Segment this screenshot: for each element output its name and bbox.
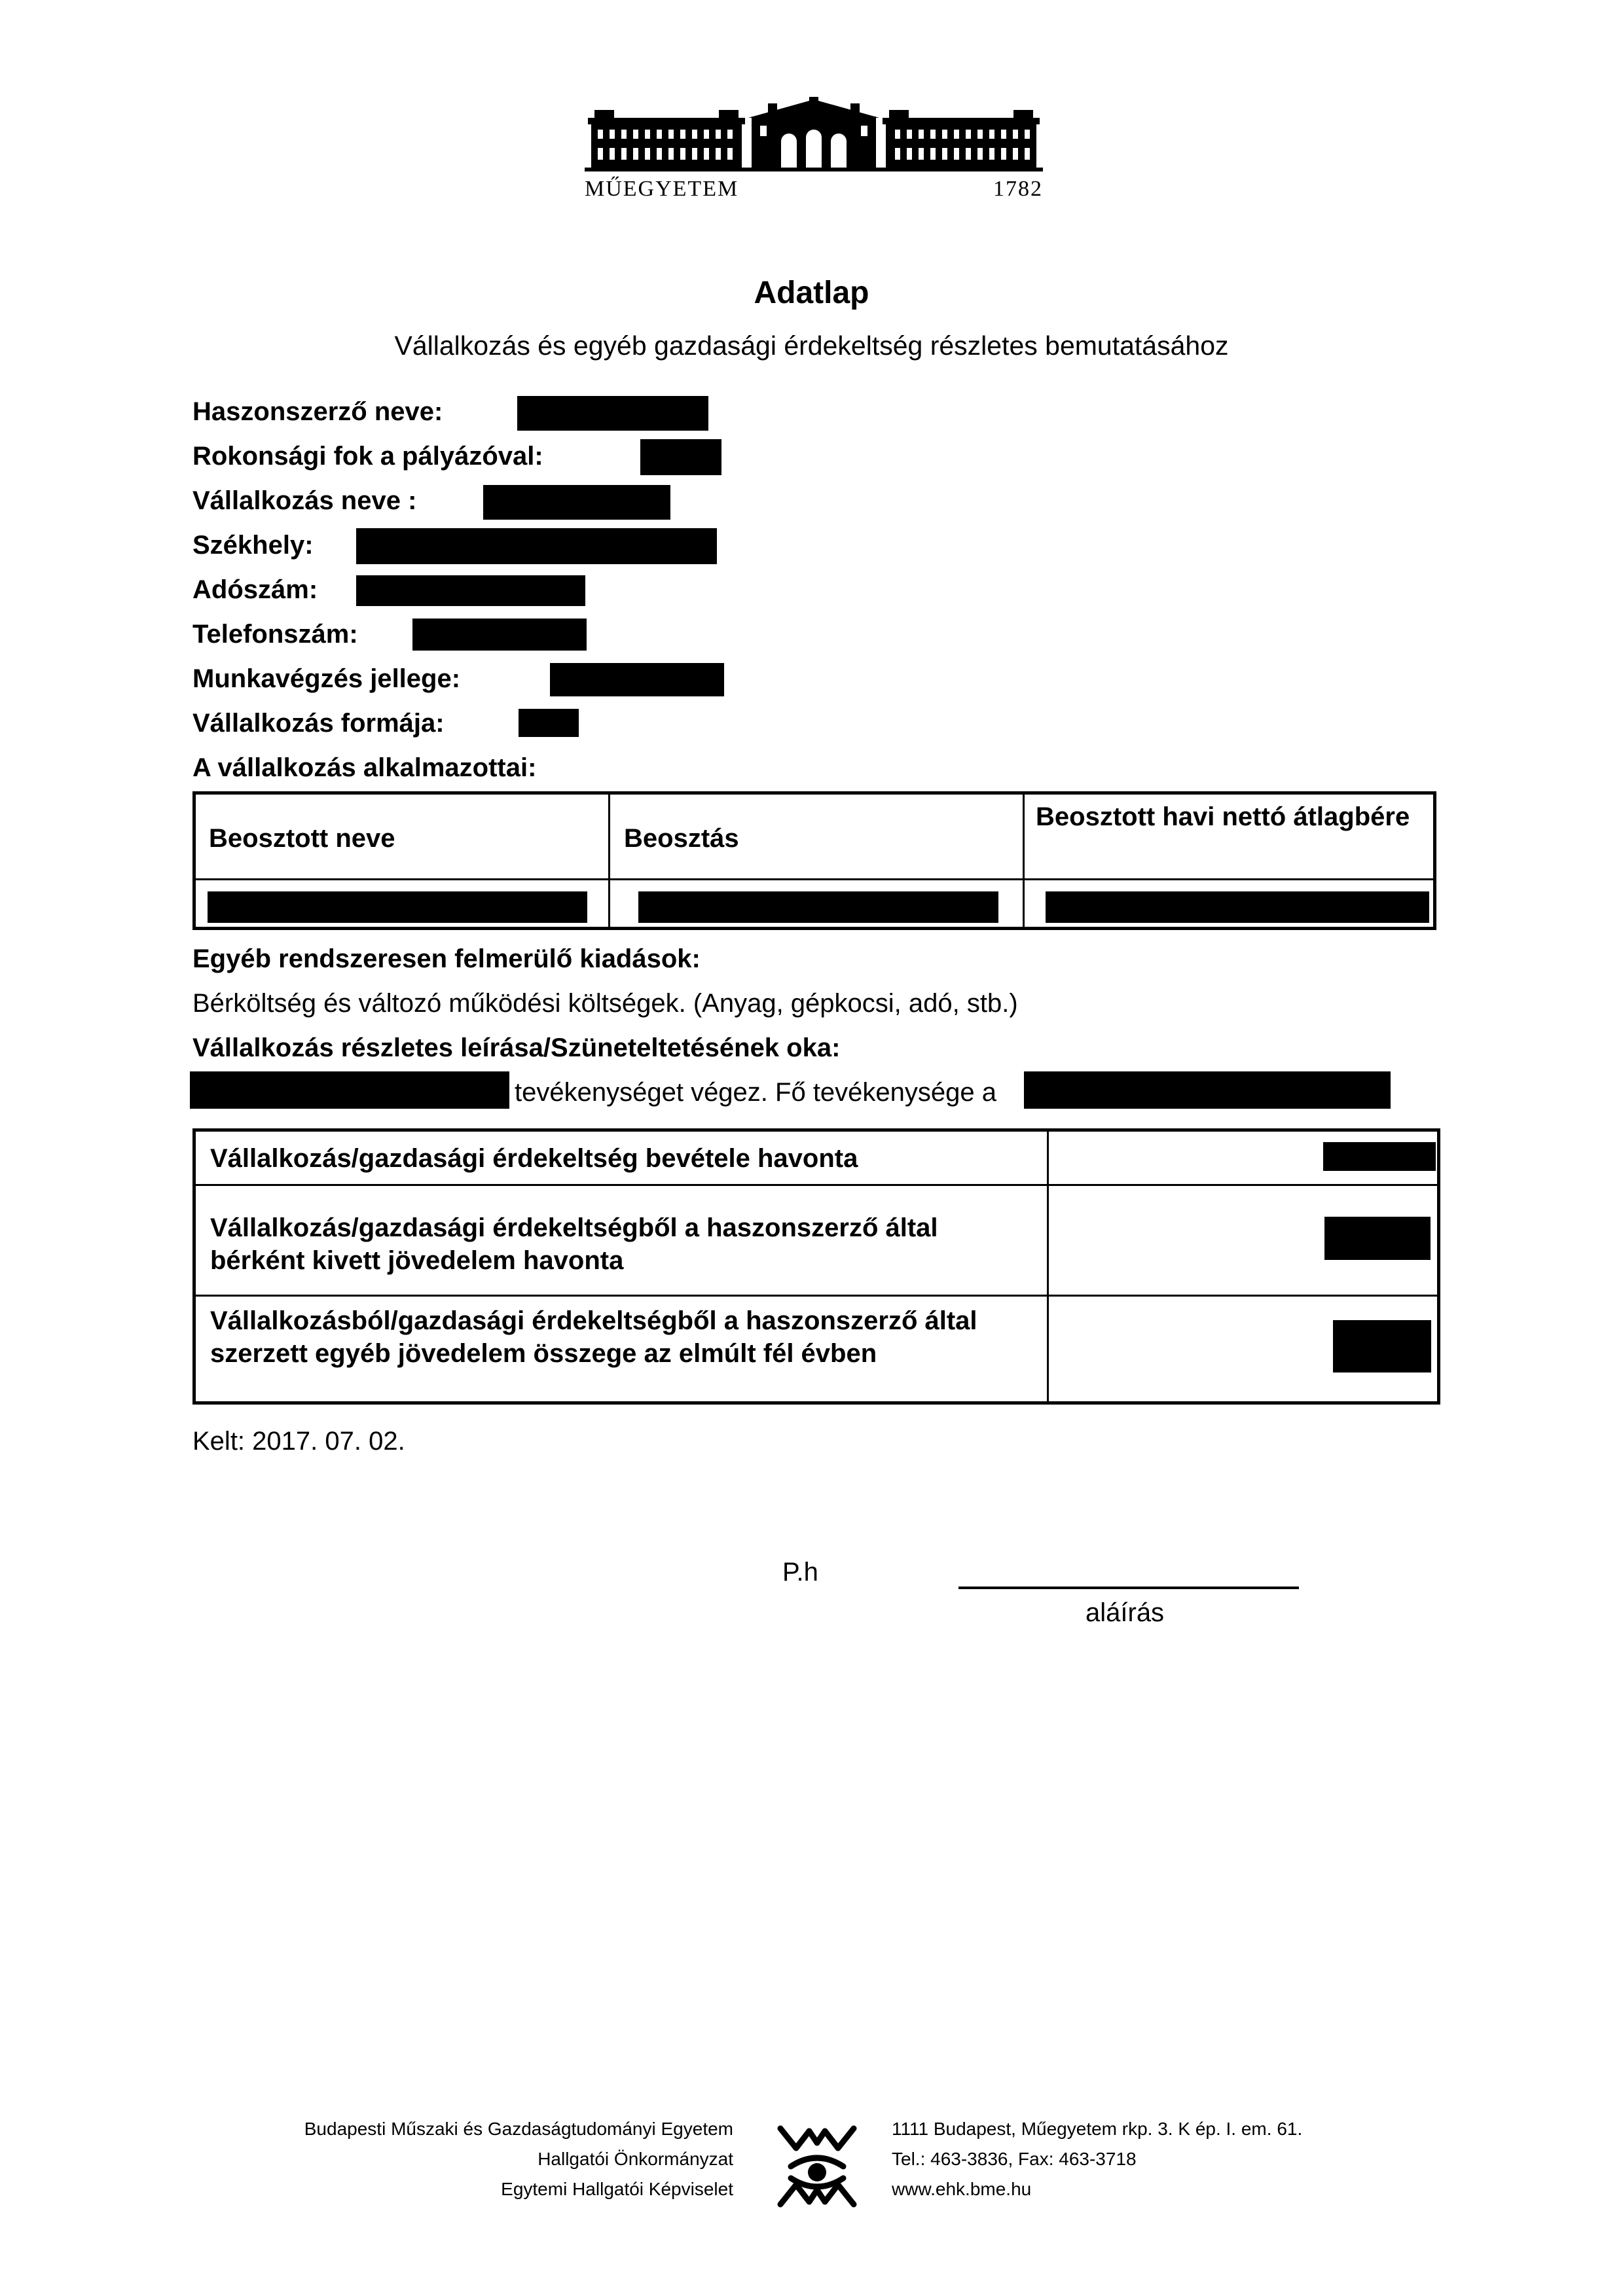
field-label-rokonsagi-fok: Rokonsági fok a pályázóval: <box>192 442 543 471</box>
table-divider <box>196 878 1433 880</box>
employees-heading: A vállalkozás alkalmazottai: <box>192 753 537 782</box>
redacted-value <box>517 396 708 431</box>
income-row-label: Vállalkozás/gazdasági érdekeltségből a haszonszerző által <box>210 1213 938 1242</box>
ehk-emblem-icon <box>771 2121 863 2212</box>
income-row-label: Vállalkozásból/gazdasági érdekeltségből a haszonszerző által <box>210 1306 977 1335</box>
footer-website-link[interactable]: www.ehk.bme.hu <box>892 2179 1032 2199</box>
redacted-cell <box>208 891 587 923</box>
redacted-cell <box>1046 891 1429 923</box>
table-divider <box>196 1184 1437 1186</box>
signature-line <box>958 1587 1299 1589</box>
signature-label: aláírás <box>1085 1598 1165 1627</box>
redacted-cell <box>1323 1142 1436 1171</box>
expenses-heading: Egyéb rendszeresen felmerülő kiadások: <box>192 944 701 973</box>
redacted-value <box>1024 1071 1391 1109</box>
redacted-value <box>356 528 717 564</box>
footer-organization <box>196 2114 733 2204</box>
redacted-cell <box>1324 1217 1431 1260</box>
footer-line: Budapesti Műszaki és Gazdaságtudományi Egyetem <box>304 2119 733 2139</box>
column-header-name: Beosztott neve <box>209 824 395 853</box>
redacted-value <box>550 663 724 696</box>
expenses-text: Bérköltség és változó működési költségek. (Anyag, gépkocsi, adó, stb.) <box>192 989 1018 1018</box>
page-title: Adatlap <box>754 276 869 310</box>
description-text: tevékenységet végez. Fő tevékenysége a <box>515 1078 997 1107</box>
employees-table <box>192 791 1436 930</box>
redacted-value <box>640 439 721 475</box>
field-label-haszonszerzo: Haszonszerző neve: <box>192 397 443 426</box>
field-label-adoszam: Adószám: <box>192 575 318 604</box>
redacted-cell <box>638 891 998 923</box>
redacted-cell <box>1333 1320 1431 1372</box>
footer-line: Egytemi Hallgatói Képviselet <box>501 2179 733 2199</box>
income-table <box>192 1128 1440 1405</box>
column-header-position: Beosztás <box>624 824 739 853</box>
stamp-place-label: P.h <box>782 1558 818 1587</box>
income-row-label: szerzett egyéb jövedelem összege az elmúlt fél évben <box>210 1339 877 1368</box>
table-divider <box>1047 1132 1049 1401</box>
page-subtitle: Vállalkozás és egyéb gazdasági érdekeltség részletes bemutatásához <box>394 331 1229 361</box>
footer-line: Hallgatói Önkormányzat <box>538 2149 733 2169</box>
field-label-munkavegzes: Munkavégzés jellege: <box>192 664 461 693</box>
redacted-value <box>519 709 579 737</box>
field-label-telefonszam: Telefonszám: <box>192 620 358 649</box>
column-header-salary: Beosztott havi nettó átlagbére <box>1036 802 1410 831</box>
field-label-szekhely: Székhely: <box>192 531 314 560</box>
footer-contact <box>892 2114 1302 2204</box>
field-label-vallalkozas-neve: Vállalkozás neve : <box>192 486 417 515</box>
logo-wordmark: MŰEGYETEM 1782 <box>585 177 1043 201</box>
redacted-value <box>356 575 585 606</box>
table-divider <box>196 1295 1437 1297</box>
redacted-value <box>412 619 587 651</box>
footer-address: 1111 Budapest, Műegyetem rkp. 3. K ép. I. em. 61. <box>892 2119 1303 2139</box>
redacted-value <box>190 1071 509 1109</box>
field-label-vallalkozas-formaja: Vállalkozás formája: <box>192 709 445 738</box>
table-divider <box>1023 795 1025 927</box>
income-row-label: Vállalkozás/gazdasági érdekeltség bevétele havonta <box>210 1144 858 1173</box>
income-row-label: bérként kivett jövedelem havonta <box>210 1246 624 1275</box>
date-line: Kelt: 2017. 07. 02. <box>192 1427 405 1456</box>
description-heading: Vállalkozás részletes leírása/Szüneteltetésének oka: <box>192 1033 841 1062</box>
table-divider <box>608 795 610 927</box>
footer-phone: Tel.: 463-3836, Fax: 463-3718 <box>892 2149 1137 2169</box>
redacted-value <box>483 485 670 520</box>
